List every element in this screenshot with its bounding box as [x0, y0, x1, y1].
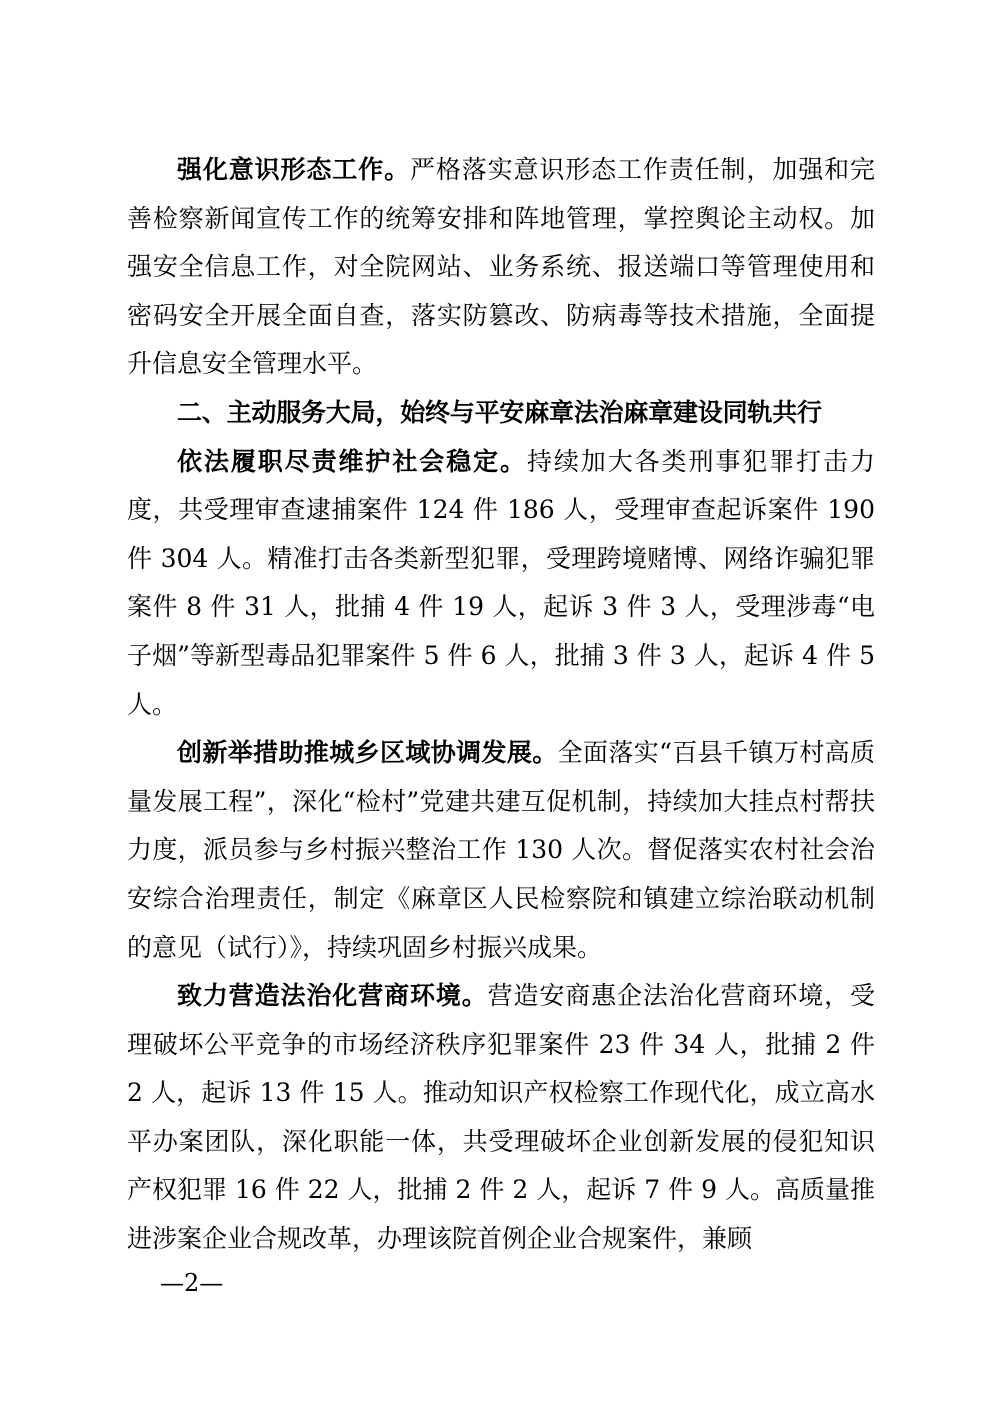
paragraph-text: 营造安商惠企法治化营商环境，受理破坏公平竞争的市场经济秩序犯罪案件 23 件 34 人，批捕 2 件 2 人，起诉 13 件 15 人。推动知识产权检察工作现代化，成立高水平办案团队，深化职能一体，共受理破坏企业创新发展的侵犯知识产权犯罪 16 件 22 人，批捕 2 件 2 人，起诉 7 件 9 人。高质量推进涉案企业合规改革，办理该院首例企业合规案件，兼顾: [127, 981, 875, 1254]
paragraph-text: 全面落实“百县千镇万村高质量发展工程”，深化“检村”党建共建互促机制，持续加大挂点村帮扶力度，派员参与乡村振兴整治工作 130 人次。督促落实农村社会治安综合治理责任，制定《麻章区人民检察院和镇建立综治联动机制的意见（试行）》，持续巩固乡村振兴成果。: [127, 738, 875, 962]
page-number: —2—: [160, 1269, 224, 1297]
section-heading: 二、主动服务大局，始终与平安麻章法治麻章建设同轨共行: [177, 397, 822, 427]
paragraph-urban-rural: [127, 729, 875, 972]
paragraph-lead: 致力营造法治化营商环境。: [177, 981, 488, 1011]
paragraph-text: 持续加大各类刑事犯罪打击力度，共受理审查逮捕案件 124 件 186 人，受理审查起诉案件 190 件 304 人。精准打击各类新型犯罪，受理跨境赌博、网络诈骗犯罪案件 8 件 31 人，批捕 4 件 19 人，起诉 3 件 3 人，受理涉毒“电子烟”等新型毒品犯罪案件 5 件 6 人，批捕 3 件 3 人，起诉 4 件 5 人。: [127, 446, 875, 719]
document-body: [127, 146, 875, 1264]
paragraph-lead: 依法履职尽责维护社会稳定。: [177, 446, 527, 476]
paragraph-business-environment: [127, 972, 875, 1264]
paragraph-text: 严格落实意识形态工作责任制，加强和完善检察新闻宣传工作的统筹安排和阵地管理，掌控舆论主动权。加强安全信息工作，对全院网站、业务系统、报送端口等管理使用和密码安全开展全面自查，落实防篡改、防病毒等技术措施，全面提升信息安全管理水平。: [127, 155, 875, 379]
paragraph-lead: 强化意识形态工作。: [177, 155, 410, 184]
paragraph-ideology-work: [127, 146, 875, 389]
paragraph-social-stability: [127, 438, 875, 730]
paragraph-lead: 创新举措助推城乡区域协调发展。: [177, 738, 558, 768]
